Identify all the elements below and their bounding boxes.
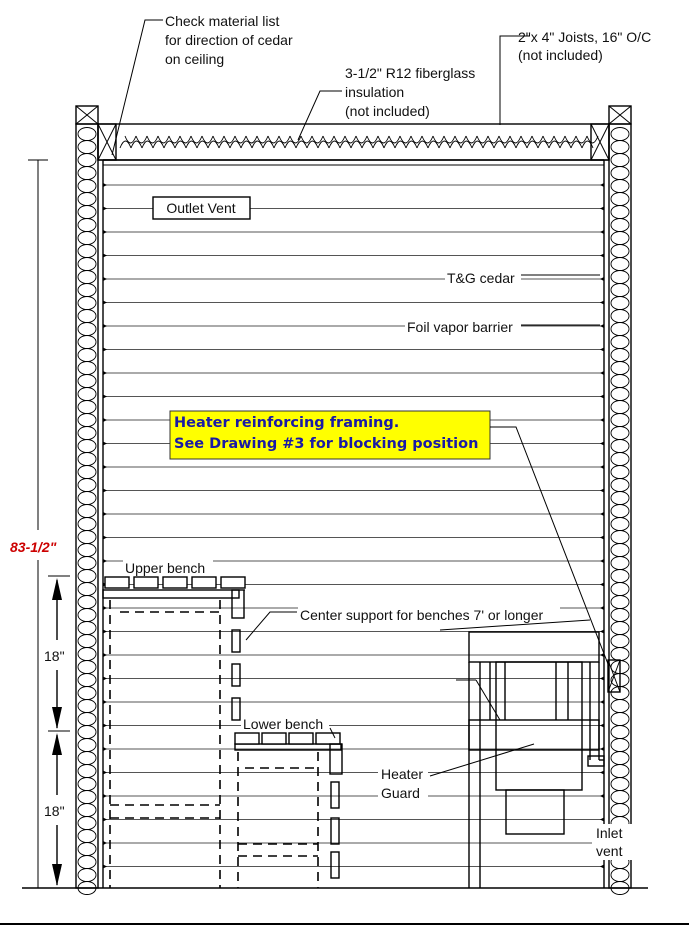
insulation-loop xyxy=(611,752,629,765)
insulation-loop xyxy=(78,830,96,843)
right-wall-insulation xyxy=(609,124,631,888)
insulation-loop xyxy=(611,622,629,635)
insulation-loop xyxy=(78,453,96,466)
insulation-loop xyxy=(78,375,96,388)
insulation-loop xyxy=(78,245,96,258)
insulation-loop xyxy=(78,401,96,414)
insulation-loop xyxy=(78,336,96,349)
left-top-plate xyxy=(76,106,98,124)
insulation-loop xyxy=(611,492,629,505)
insulation-loop xyxy=(611,128,629,141)
insulation-loop xyxy=(78,297,96,310)
insulation-loop xyxy=(78,128,96,141)
insulation-loop xyxy=(611,596,629,609)
heater-blocking-block xyxy=(608,660,620,692)
insulation-loop xyxy=(78,284,96,297)
insulation-loop xyxy=(611,713,629,726)
insulation-loop xyxy=(611,869,629,882)
right-top-plate xyxy=(609,106,631,124)
left-wall-insulation-pattern xyxy=(78,128,96,895)
heater-guard-label-line-1: Heater xyxy=(381,766,424,782)
left-wall-insulation xyxy=(76,124,98,888)
insulation-loop xyxy=(78,518,96,531)
heater-note-line-1: Heater reinforcing framing. xyxy=(174,415,400,431)
joists-label-line-2: (not included) xyxy=(518,47,603,63)
outlet-vent xyxy=(153,197,250,219)
insulation-loop xyxy=(78,843,96,856)
insulation-loop xyxy=(78,700,96,713)
upper-center-support xyxy=(232,630,240,720)
insulation-loop xyxy=(611,388,629,401)
insulation-loop xyxy=(78,739,96,752)
insulation-loop xyxy=(78,427,96,440)
bench-height-dimensions xyxy=(44,576,70,888)
heater-note-line-2: See Drawing #3 for blocking position xyxy=(174,436,479,452)
check-material-label-line-2: for direction of cedar xyxy=(165,32,293,48)
insulation-loop xyxy=(587,136,598,143)
center-support-callout xyxy=(246,606,590,640)
check-material-leader xyxy=(112,20,163,155)
insulation-loop xyxy=(78,414,96,427)
insulation-loop xyxy=(611,804,629,817)
insulation-loop xyxy=(78,791,96,804)
insulation-loop xyxy=(611,726,629,739)
insulation-loop xyxy=(78,635,96,648)
insulation-loop xyxy=(611,453,629,466)
upper-bench-height-value: 18" xyxy=(44,648,65,664)
upper-bench-callout xyxy=(123,560,213,576)
insulation-loop xyxy=(78,310,96,323)
lower-bench-slat xyxy=(316,733,340,744)
insulation-loop xyxy=(78,557,96,570)
foil-vapor-barrier-callout xyxy=(405,318,600,336)
upper-bench-slat xyxy=(192,577,216,588)
inlet-vent-callout xyxy=(592,824,636,860)
insulation-label-line-1: 3-1/2" R12 fiberglass xyxy=(345,65,476,81)
upper-bench-label: Upper bench xyxy=(125,560,206,576)
insulation-loop xyxy=(611,141,629,154)
insulation-loop xyxy=(78,869,96,882)
insulation-loop xyxy=(611,557,629,570)
insulation-loop xyxy=(611,583,629,596)
heater-note-leader xyxy=(490,427,608,664)
insulation-loop xyxy=(78,778,96,791)
insulation-loop xyxy=(611,206,629,219)
center-support-label: Center support for benches 7' or longer xyxy=(300,607,544,623)
insulation-loop xyxy=(78,752,96,765)
insulation-loop xyxy=(611,180,629,193)
insulation-loop xyxy=(78,362,96,375)
insulation-loop xyxy=(78,492,96,505)
insulation-loop xyxy=(611,245,629,258)
outlet-vent-label: Outlet Vent xyxy=(166,200,236,216)
insulation-loop xyxy=(611,466,629,479)
insulation-loop xyxy=(611,284,629,297)
insulation-loop xyxy=(611,167,629,180)
insulation-loop xyxy=(78,804,96,817)
insulation-loop xyxy=(611,401,629,414)
insulation-loop xyxy=(611,271,629,284)
insulation-loop xyxy=(78,258,96,271)
insulation-loop xyxy=(611,154,629,167)
insulation-loop xyxy=(78,505,96,518)
tg-cedar-callout xyxy=(445,269,600,287)
insulation-loop xyxy=(78,388,96,401)
insulation-loop xyxy=(78,180,96,193)
insulation-loop xyxy=(78,817,96,830)
lower-bench-slat xyxy=(262,733,286,744)
insulation-loop xyxy=(78,622,96,635)
insulation-loop xyxy=(611,232,629,245)
insulation-loop xyxy=(78,648,96,661)
insulation-loop xyxy=(611,648,629,661)
heater-reinforcing-note xyxy=(170,411,490,459)
check-material-label-line-3: on ceiling xyxy=(165,51,225,67)
insulation-loop xyxy=(78,687,96,700)
insulation-loop xyxy=(611,700,629,713)
insulation-loop xyxy=(78,609,96,622)
insulation-loop xyxy=(611,323,629,336)
lower-bench-label: Lower bench xyxy=(243,716,324,732)
insulation-loop xyxy=(611,440,629,453)
insulation-loop xyxy=(78,583,96,596)
insulation-loop xyxy=(611,258,629,271)
upper-bench-slat xyxy=(163,577,187,588)
inlet-vent-label-line-2: vent xyxy=(596,843,623,859)
insulation-loop xyxy=(78,219,96,232)
insulation-loop xyxy=(611,518,629,531)
lower-bench-slat xyxy=(289,733,313,744)
lower-bench xyxy=(235,733,342,888)
insulation-loop xyxy=(78,271,96,284)
inlet-vent-label-line-1: Inlet xyxy=(596,825,623,841)
insulation-loop xyxy=(78,349,96,362)
upper-bench-slat xyxy=(134,577,158,588)
heater xyxy=(496,662,604,834)
heater-guard xyxy=(469,632,599,888)
joists-label-line-1: 2"x 4" Joists, 16" O/C xyxy=(518,29,652,45)
insulation-loop xyxy=(611,531,629,544)
insulation-loop xyxy=(78,544,96,557)
check-material-label-line-1: Check material list xyxy=(165,13,280,29)
insulation-loop xyxy=(611,479,629,492)
cedar-boards xyxy=(103,183,604,869)
insulation-loop xyxy=(611,297,629,310)
heater-guard-callout xyxy=(378,680,534,803)
insulation-label-line-2: insulation xyxy=(345,84,405,100)
insulation-loop xyxy=(78,141,96,154)
ceiling-end-block-left xyxy=(98,124,116,160)
insulation-loop xyxy=(611,570,629,583)
insulation-loop xyxy=(611,336,629,349)
insulation-loop xyxy=(78,661,96,674)
insulation-loop xyxy=(611,362,629,375)
insulation-loop xyxy=(611,193,629,206)
insulation-loop xyxy=(78,193,96,206)
insulation-loop xyxy=(78,570,96,583)
upper-bench-slat xyxy=(105,577,129,588)
insulation-loop xyxy=(78,726,96,739)
insulation-loop xyxy=(78,154,96,167)
insulation-loop xyxy=(611,505,629,518)
insulation-loop xyxy=(78,765,96,778)
insulation-loop xyxy=(78,596,96,609)
insulation-loop xyxy=(78,466,96,479)
lower-bench-slat xyxy=(235,733,259,744)
insulation-loop xyxy=(611,635,629,648)
insulation-loop xyxy=(78,440,96,453)
insulation-leader xyxy=(298,91,342,140)
tg-cedar-label: T&G cedar xyxy=(447,270,515,286)
overall-height-dimension xyxy=(10,160,57,888)
insulation-loop xyxy=(611,310,629,323)
insulation-loop xyxy=(78,674,96,687)
ceiling-insulation-pattern xyxy=(120,136,598,148)
upper-bench-slat xyxy=(221,577,245,588)
foil-vapor-barrier-label: Foil vapor barrier xyxy=(407,319,513,335)
insulation-loop xyxy=(78,713,96,726)
insulation-loop xyxy=(611,219,629,232)
insulation-loop xyxy=(611,427,629,440)
insulation-label-line-3: (not included) xyxy=(345,103,430,119)
insulation-loop xyxy=(78,531,96,544)
insulation-loop xyxy=(78,479,96,492)
ceiling-end-block-right xyxy=(591,124,609,160)
overall-height-value: 83-1/2" xyxy=(10,539,57,555)
insulation-loop xyxy=(611,778,629,791)
ceiling-insulation-band xyxy=(98,124,609,160)
heater-guard-label-line-2: Guard xyxy=(381,785,420,801)
insulation-loop xyxy=(78,206,96,219)
insulation-loop xyxy=(120,141,131,148)
insulation-loop xyxy=(78,856,96,869)
insulation-loop xyxy=(611,791,629,804)
insulation-loop xyxy=(78,323,96,336)
insulation-loop xyxy=(611,375,629,388)
insulation-loop xyxy=(611,544,629,557)
insulation-loop xyxy=(611,609,629,622)
insulation-loop xyxy=(611,765,629,778)
insulation-loop xyxy=(78,167,96,180)
insulation-loop xyxy=(611,739,629,752)
insulation-loop xyxy=(611,414,629,427)
upper-bench xyxy=(103,577,245,888)
lower-bench-height-value: 18" xyxy=(44,803,65,819)
right-wall-insulation-pattern xyxy=(611,128,629,895)
insulation-loop xyxy=(611,349,629,362)
insulation-loop xyxy=(78,232,96,245)
